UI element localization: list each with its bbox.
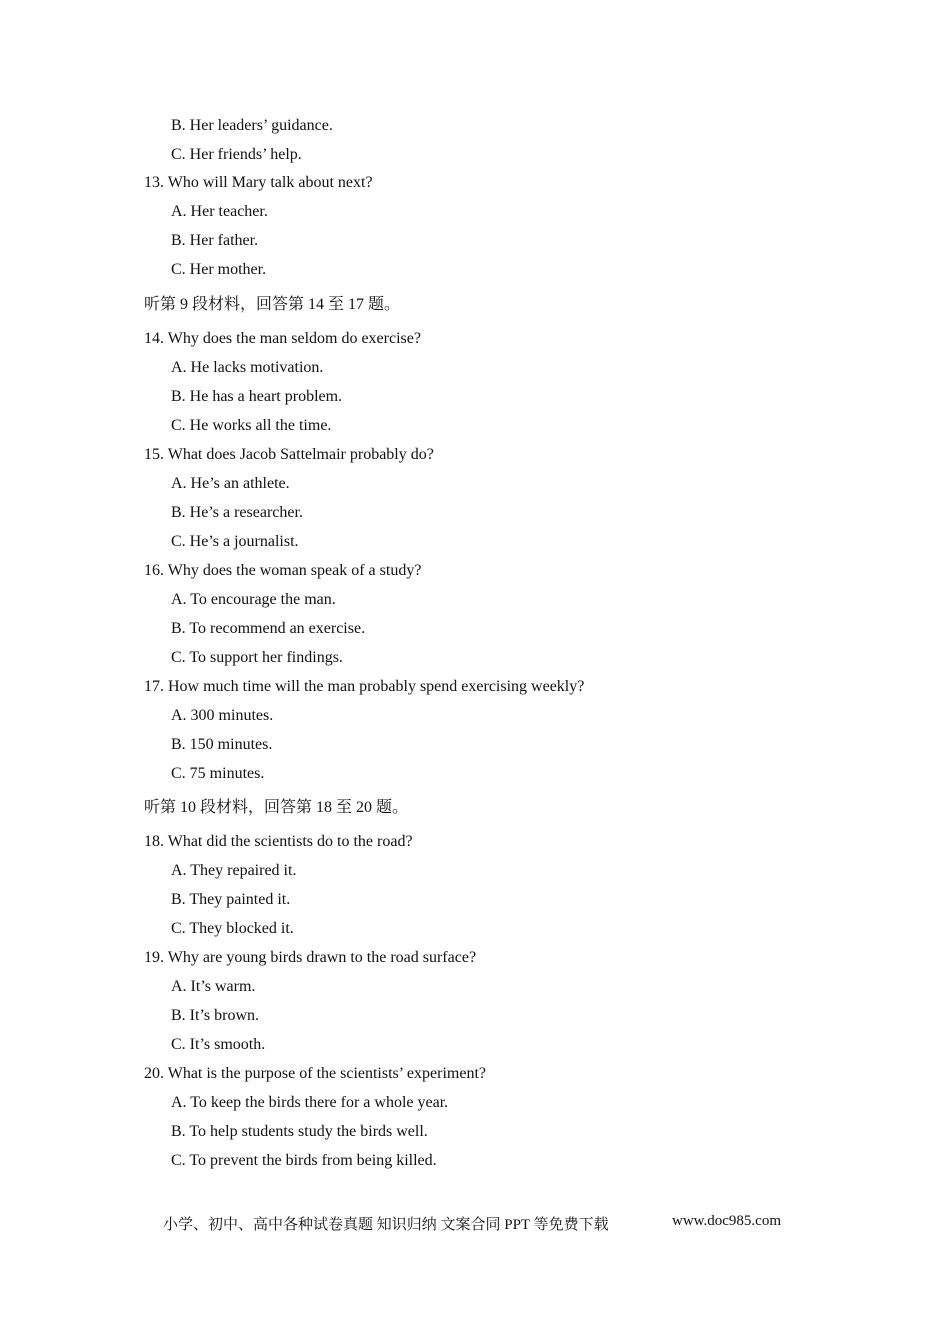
answer-option: C. To support her findings. — [171, 649, 343, 666]
answer-option: A. It’s warm. — [171, 978, 256, 995]
answer-option: B. 150 minutes. — [171, 736, 273, 753]
answer-option: C. He works all the time. — [171, 417, 332, 434]
answer-option: B. Her father. — [171, 232, 259, 249]
question-text: 19. Why are young birds drawn to the road surface? — [144, 949, 477, 966]
question-text: 15. What does Jacob Sattelmair probably do? — [144, 446, 434, 463]
question-text: 13. Who will Mary talk about next? — [144, 174, 373, 191]
section-instruction: 听第 9 段材料，回答第 14 至 17 题。 — [144, 296, 401, 313]
question-text: 16. Why does the woman speak of a study? — [144, 562, 422, 579]
question-text: 20. What is the purpose of the scientists’ experiment? — [144, 1065, 486, 1082]
question-text: 18. What did the scientists do to the road? — [144, 833, 413, 850]
answer-option: C. They blocked it. — [171, 920, 294, 937]
answer-option: C. Her friends’ help. — [171, 146, 302, 163]
answer-option: A. They repaired it. — [171, 862, 297, 879]
section-instruction: 听第 10 段材料，回答第 18 至 20 题。 — [144, 799, 409, 816]
answer-option: B. He’s a researcher. — [171, 504, 303, 521]
answer-option: A. Her teacher. — [171, 203, 268, 220]
answer-option: C. He’s a journalist. — [171, 533, 299, 550]
answer-option: A. 300 minutes. — [171, 707, 274, 724]
answer-option: B. He has a heart problem. — [171, 388, 343, 405]
answer-option: A. He’s an athlete. — [171, 475, 290, 492]
answer-option: C. To prevent the birds from being killed. — [171, 1152, 437, 1169]
answer-option: B. To help students study the birds well. — [171, 1123, 428, 1140]
answer-option: C. Her mother. — [171, 261, 267, 278]
answer-option: B. To recommend an exercise. — [171, 620, 366, 637]
answer-option: C. It’s smooth. — [171, 1036, 266, 1053]
answer-option: B. They painted it. — [171, 891, 291, 908]
answer-option: B. Her leaders’ guidance. — [171, 117, 333, 134]
answer-option: B. It’s brown. — [171, 1007, 259, 1024]
answer-option: A. He lacks motivation. — [171, 359, 324, 376]
footer-website-link[interactable]: www.doc985.com — [672, 1213, 782, 1229]
question-text: 14. Why does the man seldom do exercise? — [144, 330, 421, 347]
answer-option: C. 75 minutes. — [171, 765, 265, 782]
answer-option: A. To keep the birds there for a whole year. — [171, 1094, 449, 1111]
footer-promo-text: 小学、初中、高中各种试卷真题 知识归纳 文案合同 PPT 等免费下载 — [163, 1217, 609, 1233]
answer-option: A. To encourage the man. — [171, 591, 336, 608]
question-text: 17. How much time will the man probably spend exercising weekly? — [144, 678, 585, 695]
